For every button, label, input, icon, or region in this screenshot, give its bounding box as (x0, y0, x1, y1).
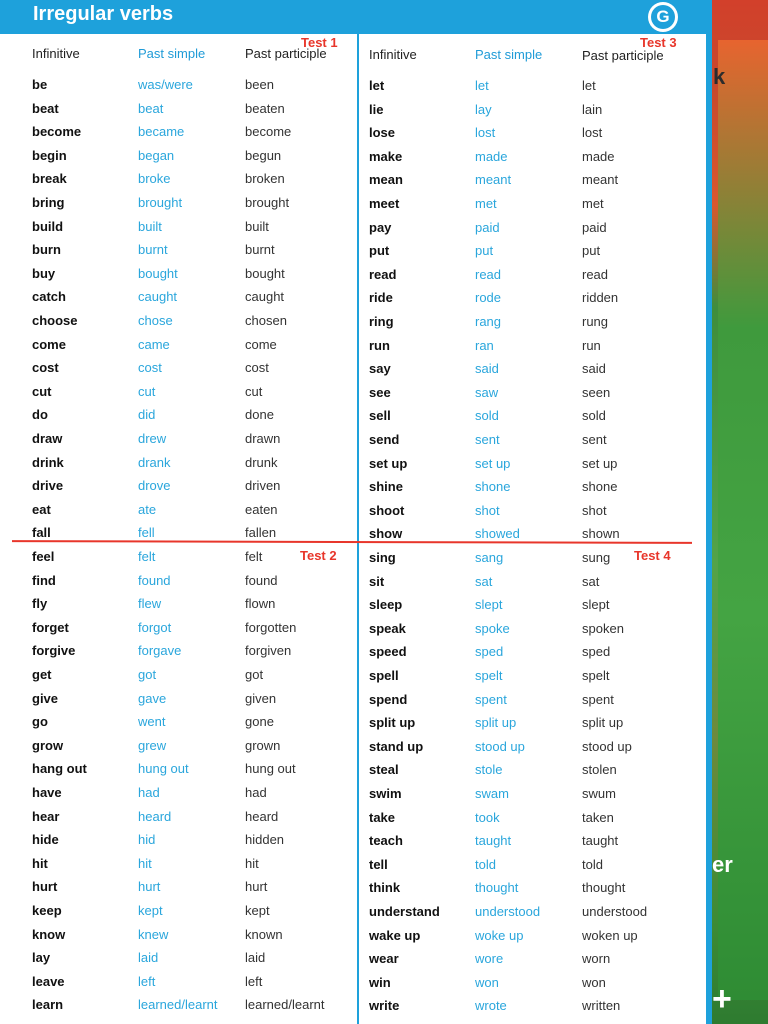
verb-infinitive: read (369, 266, 397, 282)
verb-infinitive: mean (369, 172, 403, 188)
verb-past-simple: brought (138, 195, 183, 210)
verb-past-participle: eaten (245, 501, 278, 517)
title-bar (0, 0, 712, 34)
verb-infinitive: eat (32, 501, 51, 517)
verb-past-participle: made (582, 148, 615, 164)
verb-past-participle: cut (245, 383, 263, 399)
verb-past-participle: hung out (245, 761, 296, 777)
verb-past-simple: was/were (138, 77, 193, 92)
verb-past-participle: shown (582, 526, 620, 542)
verb-past-simple: spent (475, 691, 507, 707)
verb-past-simple: wrote (475, 998, 507, 1014)
verb-past-participle: stolen (582, 762, 617, 778)
verb-past-simple: met (475, 196, 497, 211)
background-text-fragment: er (712, 852, 733, 877)
verb-past-participle: split up (582, 715, 624, 731)
verb-infinitive: buy (32, 265, 56, 281)
verb-past-simple: lay (475, 101, 492, 117)
verb-past-simple: hung out (138, 761, 189, 777)
verb-past-simple: found (138, 572, 171, 588)
verb-past-simple: had (138, 785, 160, 800)
verb-infinitive: split up (369, 715, 416, 731)
verb-infinitive: ring (369, 314, 394, 329)
verb-past-participle: forgotten (245, 619, 297, 635)
verb-past-simple: meant (475, 172, 512, 188)
verb-past-participle: taught (582, 833, 619, 849)
verb-past-simple: stood up (475, 738, 525, 754)
verb-past-simple: forgot (138, 619, 172, 635)
verb-infinitive: cut (32, 383, 52, 399)
test-label-1: Test 1 (301, 35, 338, 50)
verb-past-participle: chosen (245, 313, 287, 328)
verb-past-simple: went (138, 714, 166, 730)
verb-infinitive: meet (369, 196, 400, 211)
verb-past-participle: brought (245, 195, 290, 210)
header-past-simple-left: Past simple (138, 46, 206, 61)
verb-infinitive: set up (369, 455, 408, 471)
verb-infinitive: do (32, 407, 48, 423)
verb-past-participle: gone (245, 714, 274, 730)
verb-past-participle: lost (582, 125, 603, 141)
verb-infinitive: have (32, 785, 62, 800)
verb-past-simple: felt (138, 549, 156, 564)
verb-infinitive: shine (369, 479, 403, 495)
verb-past-simple: drank (138, 454, 171, 470)
verb-infinitive: build (32, 218, 64, 234)
verb-past-simple: came (138, 336, 170, 352)
verb-past-participle: done (245, 407, 274, 423)
verb-past-simple: burnt (138, 242, 168, 258)
verb-infinitive: go (32, 714, 48, 730)
verb-past-simple: forgave (138, 643, 182, 659)
verb-past-participle: hit (245, 855, 259, 871)
verb-past-participle: slept (582, 597, 610, 613)
verb-past-simple: slept (475, 597, 503, 613)
verb-past-simple: ran (475, 337, 494, 353)
verb-past-participle: known (245, 926, 283, 942)
verb-infinitive: put (369, 243, 390, 259)
verb-past-participle: beaten (245, 100, 285, 116)
verb-past-simple: said (475, 361, 499, 377)
verb-past-participle: told (582, 856, 603, 872)
header-infinitive-left: Infinitive (32, 46, 80, 61)
verb-infinitive: catch (32, 289, 66, 305)
verb-infinitive: tell (369, 856, 388, 872)
verb-infinitive: feel (32, 549, 55, 564)
verb-past-simple: left (138, 973, 156, 989)
verb-infinitive: write (369, 998, 400, 1014)
verb-past-simple: sent (475, 432, 500, 447)
verb-past-simple: swam (475, 786, 509, 801)
verb-past-simple: drew (138, 431, 167, 446)
header-infinitive-right: Infinitive (369, 47, 417, 62)
verb-past-simple: sped (475, 644, 504, 660)
verb-past-simple: split up (475, 715, 517, 731)
verb-infinitive: come (32, 336, 66, 352)
verb-past-simple: hid (138, 832, 156, 848)
verb-past-participle: rung (582, 314, 609, 329)
verb-past-simple: showed (475, 526, 520, 542)
verb-past-participle: spelt (582, 668, 610, 683)
verb-past-participle: given (245, 690, 277, 706)
background-text-fragment: k (713, 64, 726, 89)
verb-past-participle: shot (582, 502, 607, 518)
verb-infinitive: spend (369, 691, 408, 707)
verb-past-simple: taught (475, 833, 512, 849)
verb-past-simple: paid (475, 219, 500, 235)
verb-past-simple: laid (138, 950, 159, 966)
verb-infinitive: beat (32, 100, 59, 116)
verb-past-simple: shot (475, 502, 500, 518)
verb-past-participle: won (582, 974, 606, 990)
verb-past-participle: sat (582, 573, 600, 589)
verb-infinitive: steal (369, 762, 399, 778)
verb-past-simple: built (138, 218, 162, 234)
verb-past-simple: sold (475, 408, 499, 424)
verb-past-participle: run (582, 337, 601, 353)
verb-past-simple: flew (138, 596, 162, 612)
verb-past-participle: paid (582, 219, 607, 235)
verb-infinitive: lose (369, 125, 396, 141)
verb-infinitive: sit (369, 573, 385, 589)
verb-past-simple: rode (475, 290, 502, 306)
verb-infinitive: let (369, 78, 385, 93)
verb-infinitive: teach (369, 833, 403, 849)
verb-past-simple: did (138, 407, 156, 423)
verb-past-participle: hurt (245, 879, 268, 895)
verb-past-participle: written (582, 998, 621, 1014)
verb-infinitive: spell (369, 668, 399, 683)
verb-past-simple: won (475, 974, 499, 990)
verb-infinitive: keep (32, 903, 62, 918)
verb-past-simple: made (475, 148, 508, 164)
verb-past-participle: found (245, 572, 278, 588)
verb-infinitive: speed (369, 644, 407, 660)
verb-past-participle: ridden (582, 290, 619, 306)
verb-past-participle: laid (245, 950, 266, 966)
page-title: Irregular verbs (33, 3, 174, 25)
verb-past-simple: cost (138, 360, 162, 376)
verb-past-participle: hidden (245, 832, 285, 848)
verb-past-participle: read (582, 266, 609, 282)
verb-past-simple: began (138, 147, 175, 163)
verb-infinitive: hear (32, 808, 60, 824)
verb-infinitive: get (32, 667, 52, 682)
verb-infinitive: swim (369, 786, 402, 801)
verb-past-participle: spent (582, 691, 614, 707)
verb-past-participle: heard (245, 808, 279, 824)
verb-past-simple: shone (475, 479, 511, 495)
verb-infinitive: take (369, 809, 396, 825)
verb-infinitive: leave (32, 973, 65, 989)
test-label-3: Test 3 (640, 35, 677, 50)
verb-past-simple: rang (475, 314, 502, 329)
verb-past-simple: knew (138, 926, 169, 942)
verb-infinitive: drive (32, 478, 64, 494)
verb-infinitive: hurt (32, 879, 58, 895)
verb-infinitive: burn (32, 242, 61, 258)
verb-past-simple: bought (138, 265, 178, 281)
verb-infinitive: pay (369, 219, 392, 235)
verb-infinitive: sleep (369, 597, 403, 613)
verb-past-participle: meant (582, 172, 619, 188)
verb-infinitive: hide (32, 832, 59, 848)
verb-past-participle: sent (582, 432, 607, 447)
verb-infinitive: send (369, 432, 400, 447)
verb-past-participle: let (582, 78, 596, 93)
verb-infinitive: fly (32, 596, 48, 612)
verb-infinitive: bring (32, 195, 65, 210)
verb-infinitive: become (32, 124, 82, 140)
verb-past-participle: put (582, 243, 601, 259)
verb-past-simple: thought (475, 880, 519, 896)
badge-letter: G (651, 5, 675, 29)
verb-past-participle: spoken (582, 620, 624, 636)
verb-infinitive: forgive (32, 643, 76, 659)
verb-infinitive: draw (32, 431, 63, 446)
verb-infinitive: give (32, 690, 59, 706)
verb-infinitive: see (369, 384, 391, 400)
verb-past-participle: sped (582, 644, 611, 660)
verb-past-participle: bought (245, 265, 285, 281)
verb-past-simple: hit (138, 855, 152, 871)
verb-infinitive: show (369, 526, 403, 542)
verb-infinitive: understand (369, 904, 440, 919)
verb-past-simple: ate (138, 501, 157, 517)
verb-past-simple: learned/learnt (138, 997, 218, 1013)
verb-past-simple: set up (475, 455, 511, 471)
verb-infinitive: learn (32, 997, 64, 1013)
verb-past-participle: taken (582, 809, 614, 825)
verb-past-participle: flown (245, 596, 276, 612)
verb-past-simple: understood (475, 904, 541, 919)
verb-past-simple: sang (475, 550, 504, 565)
column-divider (357, 34, 359, 1024)
verb-past-participle: woken up (582, 927, 638, 943)
verb-past-participle: cost (245, 360, 269, 376)
verb-infinitive: make (369, 148, 403, 164)
verb-infinitive: think (369, 880, 401, 896)
verb-infinitive: know (32, 926, 66, 942)
verb-past-participle: stood up (582, 738, 632, 754)
verb-past-participle: driven (245, 478, 281, 494)
verb-past-participle: left (245, 973, 263, 989)
verb-past-participle: said (582, 361, 606, 377)
verb-past-simple: fell (138, 525, 155, 541)
verb-infinitive: find (32, 572, 56, 588)
verb-infinitive: say (369, 361, 391, 377)
verb-infinitive: be (32, 77, 48, 92)
verb-past-simple: let (475, 78, 489, 93)
verb-past-simple: read (475, 266, 502, 282)
verb-past-participle: lain (582, 101, 603, 117)
verb-past-participle: shone (582, 479, 618, 495)
verb-past-participle: broken (245, 171, 285, 187)
verb-past-simple: put (475, 243, 494, 259)
verb-past-simple: hurt (138, 879, 161, 895)
verb-infinitive: sing (369, 550, 396, 565)
verb-past-participle: met (582, 196, 604, 211)
verb-past-simple: beat (138, 100, 164, 116)
verb-past-simple: became (138, 124, 185, 140)
verb-infinitive: break (32, 171, 67, 187)
verb-past-participle: drunk (245, 454, 278, 470)
verb-past-participle: come (245, 336, 277, 352)
verb-infinitive: fall (32, 525, 51, 541)
verb-past-simple: lost (475, 125, 496, 141)
verb-past-simple: saw (475, 384, 499, 400)
verb-past-simple: took (475, 809, 500, 825)
verb-past-simple: broke (138, 171, 171, 187)
verb-past-participle: sold (582, 408, 606, 424)
verb-infinitive: run (369, 337, 390, 353)
verb-past-participle: kept (245, 903, 270, 918)
verb-infinitive: sell (369, 408, 391, 424)
verb-infinitive: wear (369, 951, 399, 967)
verb-past-participle: got (245, 667, 264, 682)
test-label-2: Test 2 (300, 548, 337, 563)
verb-past-simple: woke up (475, 927, 524, 943)
verb-infinitive: ride (369, 290, 393, 306)
grammar-badge-icon (648, 2, 678, 32)
test-label-4: Test 4 (634, 548, 671, 563)
verb-past-participle: burnt (245, 242, 275, 258)
verb-past-participle: seen (582, 384, 611, 400)
verb-past-participle: grown (245, 737, 281, 753)
verb-past-participle: fallen (245, 525, 277, 541)
verb-infinitive: begin (32, 147, 67, 163)
verb-past-simple: spelt (475, 668, 503, 683)
verb-past-simple: chose (138, 313, 173, 328)
verb-past-simple: kept (138, 903, 163, 918)
verb-infinitive: win (369, 974, 391, 990)
verb-infinitive: hang out (32, 761, 87, 777)
verb-past-simple: grew (138, 737, 167, 753)
verb-past-participle: caught (245, 289, 285, 305)
verb-past-simple: got (138, 667, 157, 682)
verb-infinitive: drink (32, 454, 64, 470)
verb-past-simple: sat (475, 573, 493, 589)
header-past-participle-right: Past participle (582, 48, 664, 63)
verb-past-participle: begun (245, 147, 282, 163)
verb-past-simple: cut (138, 383, 156, 399)
verb-past-participle: built (245, 218, 269, 234)
verb-past-simple: caught (138, 289, 178, 305)
verb-past-participle: set up (582, 455, 618, 471)
verb-past-simple: gave (138, 690, 167, 706)
verb-past-participle: felt (245, 549, 263, 564)
verb-past-participle: become (245, 124, 292, 140)
verb-infinitive: forget (32, 619, 69, 635)
verb-infinitive: lay (32, 950, 51, 966)
verb-infinitive: wake up (369, 927, 421, 943)
verb-infinitive: shoot (369, 502, 405, 518)
verb-infinitive: choose (32, 313, 78, 328)
header-past-participle-left: Past participle (245, 46, 327, 61)
verb-infinitive: grow (32, 737, 64, 753)
verb-past-simple: told (475, 856, 496, 872)
background-text-fragment: + (712, 980, 732, 1018)
verb-past-participle: understood (582, 904, 648, 919)
verb-past-participle: sung (582, 550, 611, 565)
verb-infinitive: lie (369, 101, 384, 117)
verb-past-simple: spoke (475, 620, 510, 636)
verb-past-simple: drove (138, 478, 171, 494)
verb-past-simple: heard (138, 808, 172, 824)
verb-infinitive: stand up (369, 738, 424, 754)
verb-past-participle: worn (582, 951, 611, 967)
verb-infinitive: speak (369, 620, 406, 636)
verb-past-participle: thought (582, 880, 626, 896)
verb-past-participle: drawn (245, 431, 281, 446)
verb-past-participle: forgiven (245, 643, 292, 659)
verb-past-simple: stole (475, 762, 503, 778)
header-past-simple-right: Past simple (475, 47, 543, 62)
verb-past-participle: swum (582, 786, 616, 801)
verb-infinitive: cost (32, 360, 59, 376)
verb-infinitive: hit (32, 855, 48, 871)
verb-past-participle: had (245, 785, 267, 800)
verb-past-simple: wore (475, 951, 504, 967)
verb-past-participle: been (245, 77, 274, 92)
verb-past-participle: learned/learnt (245, 997, 325, 1013)
